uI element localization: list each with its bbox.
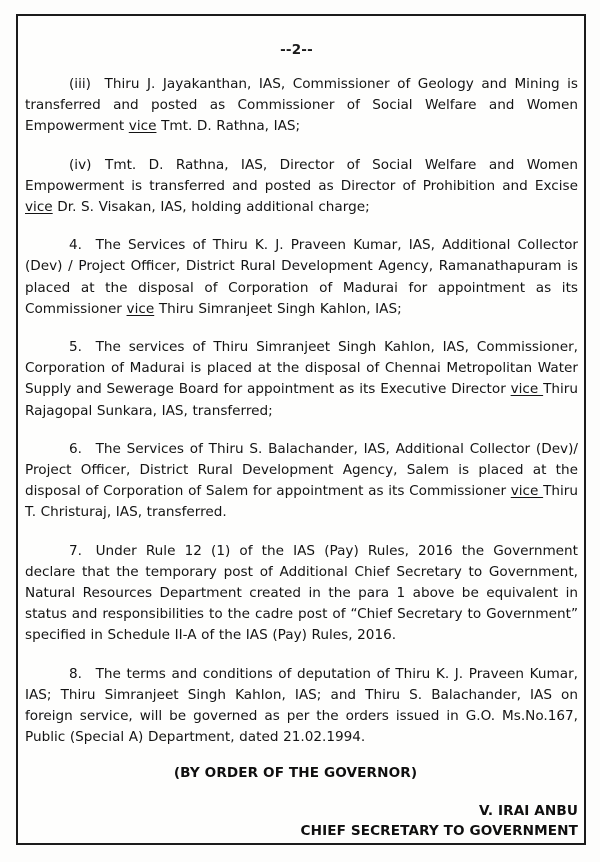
text-run: (iii) Thiru J. Jayakanthan, IAS, Commissioner of Geology and Mining is transferred and posted as Commissioner of Social Welfare and Women Empowerment bbox=[25, 76, 578, 135]
signer bbox=[25, 802, 578, 841]
text-run: 8. The terms and conditions of deputation of Thiru K. J. Praveen Kumar, IAS; Thiru Simranjeet Singh Kahlon, IAS; and Thiru S. Balachander, IAS on foreign service, will be governed as per the orders issued in G.O. Ms.No.167, Public (Special A) Department, dated 21.02.1994. bbox=[25, 665, 578, 746]
text-run: Thiru Simranjeet Singh Kahlon, IAS; bbox=[154, 300, 402, 317]
underlined-term: vice bbox=[126, 300, 155, 317]
paragraph-clause-iv bbox=[25, 155, 578, 219]
signer-name: V. IRAI ANBU bbox=[479, 803, 578, 820]
text-run: Thiru T. Christuraj, IAS, transferred. bbox=[25, 483, 578, 521]
text-run: Thiru Rajagopal Sunkara, IAS, transferred; bbox=[25, 381, 578, 419]
paragraph-clause-5 bbox=[25, 337, 578, 422]
body-paragraphs bbox=[25, 74, 578, 748]
by-order-of-the-governor: (BY ORDER OF THE GOVERNOR) bbox=[173, 765, 418, 782]
text-run: 4. The Services of Thiru K. J. Praveen Kumar, IAS, Additional Collector (Dev) / Project Officer, District Rural Development Agency, Ramanathapuram is placed at the disposal of Corporation of Madurai for appointment as its Commissioner bbox=[25, 237, 578, 317]
text-run: 7. Under Rule 12 (1) of the IAS (Pay) Rules, 2016 the Government declare that the temporary post of Additional Chief Secretary to Government, Natural Resources Department created in the para 1 above be equivalent in status and responsibilities to the cadre post of “Chief Secretary to Government” specified in Schedule II-A of the IAS (Pay) Rules, 2016. bbox=[25, 542, 578, 644]
text-run: Dr. S. Visakan, IAS, holding additional charge; bbox=[52, 199, 370, 216]
underlined-term: vice bbox=[510, 381, 544, 398]
paragraph-clause-4 bbox=[25, 235, 578, 320]
signer-designation: CHIEF SECRETARY TO GOVERNMENT bbox=[300, 823, 578, 840]
text-run: 5. The services of Thiru Simranjeet Singh Kahlon, IAS, Commissioner, Corporation of Madurai is placed at the disposal of Chennai Metropolitan Water Supply and Sewerage Board for appointment as its Executive Director bbox=[25, 339, 578, 398]
underlined-term: vice bbox=[128, 118, 157, 135]
paragraph-clause-7 bbox=[25, 541, 578, 647]
page-number: --2-- bbox=[280, 42, 313, 58]
page-content bbox=[25, 14, 578, 845]
signature-block bbox=[25, 765, 578, 841]
paragraph-clause-iii bbox=[25, 74, 578, 138]
text-run: (iv) Tmt. D. Rathna, IAS, Director of Social Welfare and Women Empowerment is transferred and posted as Director of Prohibition and Excise bbox=[25, 156, 578, 194]
text-run: 6. The Services of Thiru S. Balachander, IAS, Additional Collector (Dev)/ Project Officer, District Rural Development Agency, Salem is placed at the disposal of Corporation of Salem for appointment as its Commissioner bbox=[25, 440, 578, 500]
text-run: Tmt. D. Rathna, IAS; bbox=[156, 118, 301, 135]
underlined-term: vice bbox=[510, 483, 544, 500]
paragraph-clause-6 bbox=[25, 439, 578, 524]
underlined-term: vice bbox=[25, 199, 53, 216]
paragraph-clause-8 bbox=[25, 664, 578, 749]
